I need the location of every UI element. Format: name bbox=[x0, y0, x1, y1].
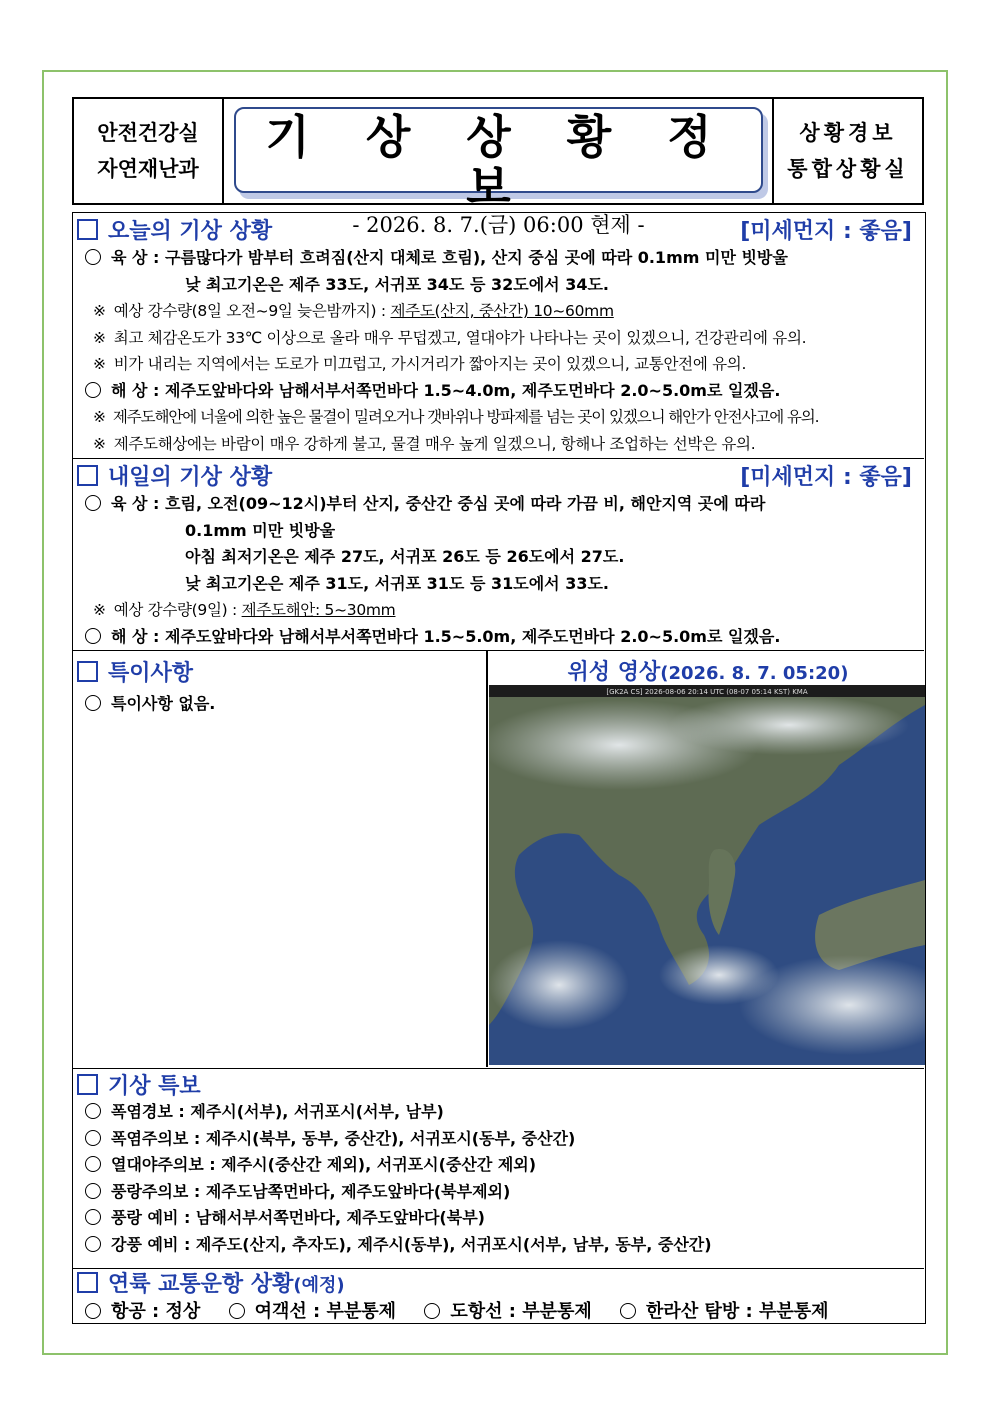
checkbox-square-icon bbox=[77, 465, 98, 486]
satellite-title: 위성 영상 bbox=[567, 660, 661, 685]
special-heading: 특이사항 bbox=[108, 660, 194, 686]
today-heading: 오늘의 기상 상황 bbox=[108, 218, 273, 244]
warning-item bbox=[73, 1099, 924, 1126]
today-land-line bbox=[73, 245, 924, 272]
today-note-road bbox=[73, 351, 924, 378]
traffic-hallasan-text: 한라산 탐방 : 부분통제 bbox=[646, 1301, 829, 1322]
circle-bullet-icon bbox=[85, 382, 101, 398]
tomorrow-heading-row bbox=[73, 459, 924, 491]
tomorrow-land-label: 육 상 : bbox=[111, 494, 160, 513]
tomorrow-dust: [미세먼지 : 좋음] bbox=[740, 464, 912, 490]
column-divider bbox=[486, 651, 488, 1067]
circle-bullet-icon bbox=[85, 628, 101, 644]
today-dust: [미세먼지 : 좋음] bbox=[740, 218, 912, 244]
special-item-text: 특이사항 없음. bbox=[111, 694, 216, 713]
title-box bbox=[234, 107, 763, 237]
traffic-ferry bbox=[229, 1301, 396, 1322]
today-land-label: 육 상 : bbox=[111, 248, 160, 267]
checkbox-square-icon bbox=[77, 1272, 98, 1293]
tomorrow-heading: 내일의 기상 상황 bbox=[108, 464, 273, 490]
asterisk-icon: ※ bbox=[93, 601, 106, 619]
document-title: 기 상 상 황 정 보 bbox=[265, 110, 732, 214]
dept-block bbox=[74, 99, 224, 203]
circle-bullet-icon bbox=[424, 1303, 440, 1319]
warning-item-text: 폭염주의보 : 제주시(북부, 동부, 중산간), 서귀포시(동부, 중산간) bbox=[111, 1128, 576, 1148]
satellite-title-row bbox=[493, 655, 923, 686]
asterisk-icon: ※ bbox=[93, 355, 106, 373]
satellite-image bbox=[489, 685, 925, 1065]
warning-item-text: 폭염경보 : 제주시(서부), 서귀포시(서부, 남부) bbox=[111, 1102, 444, 1121]
today-note-heat bbox=[73, 325, 924, 352]
traffic-air-text: 항공 : 정상 bbox=[111, 1301, 201, 1322]
circle-bullet-icon bbox=[85, 1303, 101, 1319]
office-line-1: 상황경보 bbox=[799, 121, 897, 145]
today-sea-line bbox=[73, 378, 924, 405]
traffic-status-row bbox=[73, 1295, 924, 1329]
special-item bbox=[73, 691, 483, 718]
content-table bbox=[72, 212, 926, 1324]
warnings-heading: 기상 특보 bbox=[108, 1073, 201, 1099]
tomorrow-note-rain-prefix: 예상 강수량(9일) : bbox=[113, 601, 242, 619]
circle-bullet-icon bbox=[85, 1209, 101, 1225]
cloud-northeast bbox=[669, 695, 909, 755]
tomorrow-land-min: 아침 최저기온은 제주 27도, 서귀포 26도 등 26도에서 27도. bbox=[185, 547, 625, 566]
traffic-heading-row bbox=[73, 1269, 924, 1295]
asterisk-icon: ※ bbox=[93, 408, 105, 426]
special-satellite-section bbox=[73, 651, 924, 1069]
dept-line-2: 자연재난과 bbox=[97, 157, 199, 181]
cloud-southwest bbox=[489, 940, 629, 1030]
warning-item-text: 풍랑주의보 : 제주도남쪽먼바다, 제주도앞바다(북부제외) bbox=[111, 1181, 511, 1201]
today-note-wind-text: 제주도해상에는 바람이 매우 강하게 불고, 물결 매우 높게 일겠으니, 항해나 조업하는 선박은 유의. bbox=[113, 434, 756, 453]
tomorrow-sea-label: 해 상 : bbox=[111, 626, 160, 646]
circle-bullet-icon bbox=[85, 1236, 101, 1252]
tomorrow-land-text: 흐림, 오전(09~12시)부터 산지, 중산간 중심 곳에 따라 가끔 비, 해안지역 곳에 따라 bbox=[165, 494, 766, 513]
satellite-time: (2026. 8. 7. 05:20) bbox=[660, 663, 849, 684]
warning-item-text: 풍랑 예비 : 남해서부서쪽먼바다, 제주도앞바다(북부) bbox=[111, 1208, 485, 1227]
office-block bbox=[772, 99, 922, 203]
warning-item-text: 강풍 예비 : 제주도(산지, 추자도), 제주시(동부), 서귀포시(서부, 남부, 동부, 중산간) bbox=[111, 1234, 712, 1254]
circle-bullet-icon bbox=[229, 1303, 245, 1319]
today-note-rain-prefix: 예상 강수량(8일 오전~9일 늦은밤까지) : bbox=[113, 302, 391, 320]
today-sea-text: 제주도앞바다와 남해서부서쪽먼바다 1.5~4.0m, 제주도먼바다 2.0~5.0m로 일겠음. bbox=[165, 380, 781, 400]
today-section bbox=[73, 213, 924, 459]
asterisk-icon: ※ bbox=[93, 434, 106, 453]
circle-bullet-icon bbox=[85, 495, 101, 511]
traffic-heading: 연륙 교통운항 상황 bbox=[108, 1271, 294, 1297]
tomorrow-section bbox=[73, 459, 924, 651]
circle-bullet-icon bbox=[85, 695, 101, 711]
today-note-road-text: 비가 내리는 지역에서는 도로가 미끄럽고, 가시거리가 짧아지는 곳이 있겠으니, 교통안전에 유의. bbox=[113, 355, 747, 373]
warnings-section bbox=[73, 1069, 924, 1269]
traffic-ferry-text: 여객선 : 부분통제 bbox=[254, 1301, 397, 1322]
tomorrow-land-line bbox=[73, 491, 924, 518]
today-note-swell bbox=[73, 404, 924, 431]
today-land-text: 구름많다가 밤부터 흐려짐(산지 대체로 흐림), 산지 중심 곳에 따라 0.1mm 미만 빗방울 bbox=[165, 248, 788, 267]
satellite-caption: [GK2A CS] 2026-08-06 20:14 UTC (08-07 05:14 KST) KMA bbox=[606, 688, 808, 696]
special-block bbox=[73, 651, 483, 718]
circle-bullet-icon bbox=[85, 1130, 101, 1146]
today-note-swell-text: 제주도해안에 너울에 의한 높은 물결이 밀려오거나 갯바위나 방파제를 넘는 곳이 있겠으니 해안가 안전사고에 유의. bbox=[112, 408, 819, 426]
tomorrow-sea-line bbox=[73, 624, 924, 651]
tomorrow-land-drizzle: 0.1mm 미만 빗방울 bbox=[185, 520, 336, 540]
circle-bullet-icon bbox=[85, 1183, 101, 1199]
checkbox-square-icon bbox=[77, 219, 98, 240]
today-note-wind bbox=[73, 431, 924, 458]
circle-bullet-icon bbox=[85, 249, 101, 265]
traffic-island-ferry-text: 도항선 : 부분통제 bbox=[450, 1301, 592, 1322]
office-line-2: 통합상황실 bbox=[787, 157, 909, 181]
circle-bullet-icon bbox=[620, 1303, 636, 1319]
circle-bullet-icon bbox=[85, 1156, 101, 1172]
today-sea-label: 해 상 : bbox=[111, 380, 160, 400]
traffic-heading-suffix: (예정) bbox=[293, 1274, 345, 1296]
dept-line-1: 안전건강실 bbox=[97, 121, 199, 145]
traffic-section bbox=[73, 1269, 924, 1323]
checkbox-square-icon bbox=[77, 1074, 98, 1095]
asterisk-icon: ※ bbox=[93, 328, 106, 347]
checkbox-square-icon bbox=[77, 661, 98, 682]
tomorrow-land-max: 낮 최고기온은 제주 31도, 서귀포 31도 등 31도에서 33도. bbox=[185, 573, 609, 593]
warning-item bbox=[73, 1152, 924, 1179]
today-note-rain bbox=[73, 298, 924, 325]
today-heading-row bbox=[73, 213, 924, 245]
today-note-rain-value: 제주도(산지, 중산간) 10~60mm bbox=[390, 302, 614, 320]
circle-bullet-icon bbox=[85, 1103, 101, 1119]
tomorrow-sea-text: 제주도앞바다와 남해서부서쪽먼바다 1.5~5.0m, 제주도먼바다 2.0~5.0m로 일겠음. bbox=[165, 626, 781, 646]
traffic-air bbox=[85, 1301, 200, 1322]
special-heading-row bbox=[73, 651, 483, 691]
traffic-island-ferry bbox=[424, 1301, 591, 1322]
today-note-heat-text: 최고 체감온도가 33℃ 이상으로 올라 매우 무덥겠고, 열대야가 나타나는 곳이 있겠으니, 건강관리에 유의. bbox=[113, 328, 807, 347]
tomorrow-note-rain-value: 제주도해안: 5~30mm bbox=[241, 601, 396, 619]
document-date: - 2026. 8. 7.(금) 06:00 현제 - bbox=[352, 213, 645, 237]
traffic-hallasan bbox=[620, 1301, 829, 1322]
today-land-temp: 낮 최고기온은 제주 33도, 서귀포 34도 등 32도에서 34도. bbox=[185, 274, 609, 294]
warning-item-text: 열대야주의보 : 제주시(중산간 제외), 서귀포시(중산간 제외) bbox=[111, 1155, 537, 1174]
warning-item bbox=[73, 1126, 924, 1153]
asterisk-icon: ※ bbox=[93, 302, 106, 320]
cloud-south bbox=[659, 945, 779, 1005]
warning-item bbox=[73, 1205, 924, 1232]
warnings-heading-row bbox=[73, 1069, 924, 1099]
warning-item bbox=[73, 1179, 924, 1206]
warning-item bbox=[73, 1232, 924, 1259]
tomorrow-note-rain bbox=[73, 597, 924, 624]
